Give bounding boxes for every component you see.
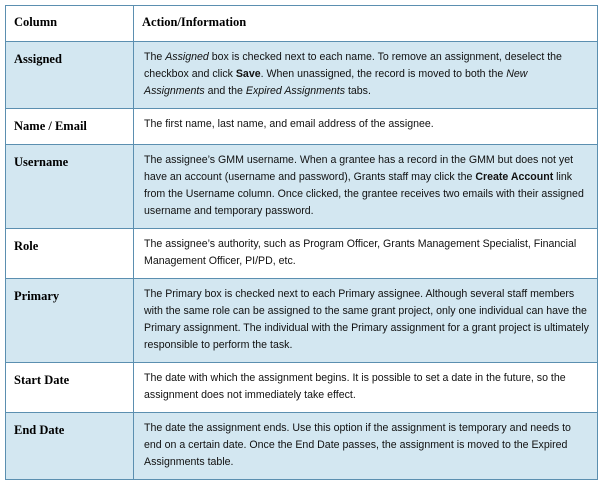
description-text: box is checked next to each name. To remove an assignment, deselect the checkbox and click bbox=[144, 51, 562, 80]
table-row bbox=[6, 42, 598, 109]
table-row bbox=[6, 109, 598, 145]
row-label: End Date bbox=[6, 413, 134, 480]
description-text: The date the assignment ends. Use this option if the assignment is temporary and needs to end on a certain date. Once the End Date passes, the assignment is moved to the Expired Assignments table. bbox=[144, 422, 571, 468]
row-description bbox=[134, 363, 598, 413]
description-text: The first name, last name, and email address of the assignee. bbox=[144, 118, 434, 130]
description-text: . When unassigned, the record is moved to both the bbox=[260, 68, 507, 80]
description-text: Expired Assignments bbox=[245, 85, 346, 97]
description-text: New Assignments bbox=[144, 68, 528, 97]
description-text: Assigned bbox=[165, 51, 209, 63]
table-row bbox=[6, 279, 598, 363]
row-label: Assigned bbox=[6, 42, 134, 109]
row-description bbox=[134, 279, 598, 363]
description-text: The date with which the assignment begins. It is possible to set a date in the future, so the assignment does not immediately take effect. bbox=[144, 372, 566, 401]
description-text: The assignee’s authority, such as Program Officer, Grants Management Specialist, Financial Management Officer, PI/PD, etc. bbox=[144, 238, 577, 267]
description-text: The Primary box is checked next to each Primary assignee. Although several staff members with the same role can be assigned to the same grant project, only one individual can have the Primary assignment. The individual with the Primary assignment for a grant project is ultimately responsible to perform the task. bbox=[144, 288, 589, 351]
description-text: Save bbox=[235, 68, 261, 80]
row-label: Start Date bbox=[6, 363, 134, 413]
table-row bbox=[6, 363, 598, 413]
table-row bbox=[6, 229, 598, 279]
header-action-information: Action/Information bbox=[134, 6, 598, 42]
row-label: Primary bbox=[6, 279, 134, 363]
table-row bbox=[6, 145, 598, 229]
description-text: link from the Username column. Once clicked, the grantee receives two emails with their assigned username and temporary password. bbox=[144, 171, 584, 217]
table-header-row bbox=[6, 6, 598, 42]
description-text: The bbox=[144, 51, 166, 63]
column-info-table bbox=[5, 5, 598, 480]
row-label: Name / Email bbox=[6, 109, 134, 145]
description-text: Create Account bbox=[475, 171, 554, 183]
row-label: Role bbox=[6, 229, 134, 279]
table-row bbox=[6, 413, 598, 480]
row-description bbox=[134, 413, 598, 480]
description-text: The assignee’s GMM username. When a grantee has a record in the GMM but does not yet have an account (username and password), Grants staff may click the bbox=[144, 154, 574, 183]
row-description bbox=[134, 109, 598, 145]
row-description bbox=[134, 145, 598, 229]
document-page bbox=[5, 5, 597, 480]
description-text: tabs. bbox=[345, 85, 371, 97]
row-description bbox=[134, 229, 598, 279]
description-text: and the bbox=[204, 85, 246, 97]
header-column: Column bbox=[6, 6, 134, 42]
row-description bbox=[134, 42, 598, 109]
row-label: Username bbox=[6, 145, 134, 229]
